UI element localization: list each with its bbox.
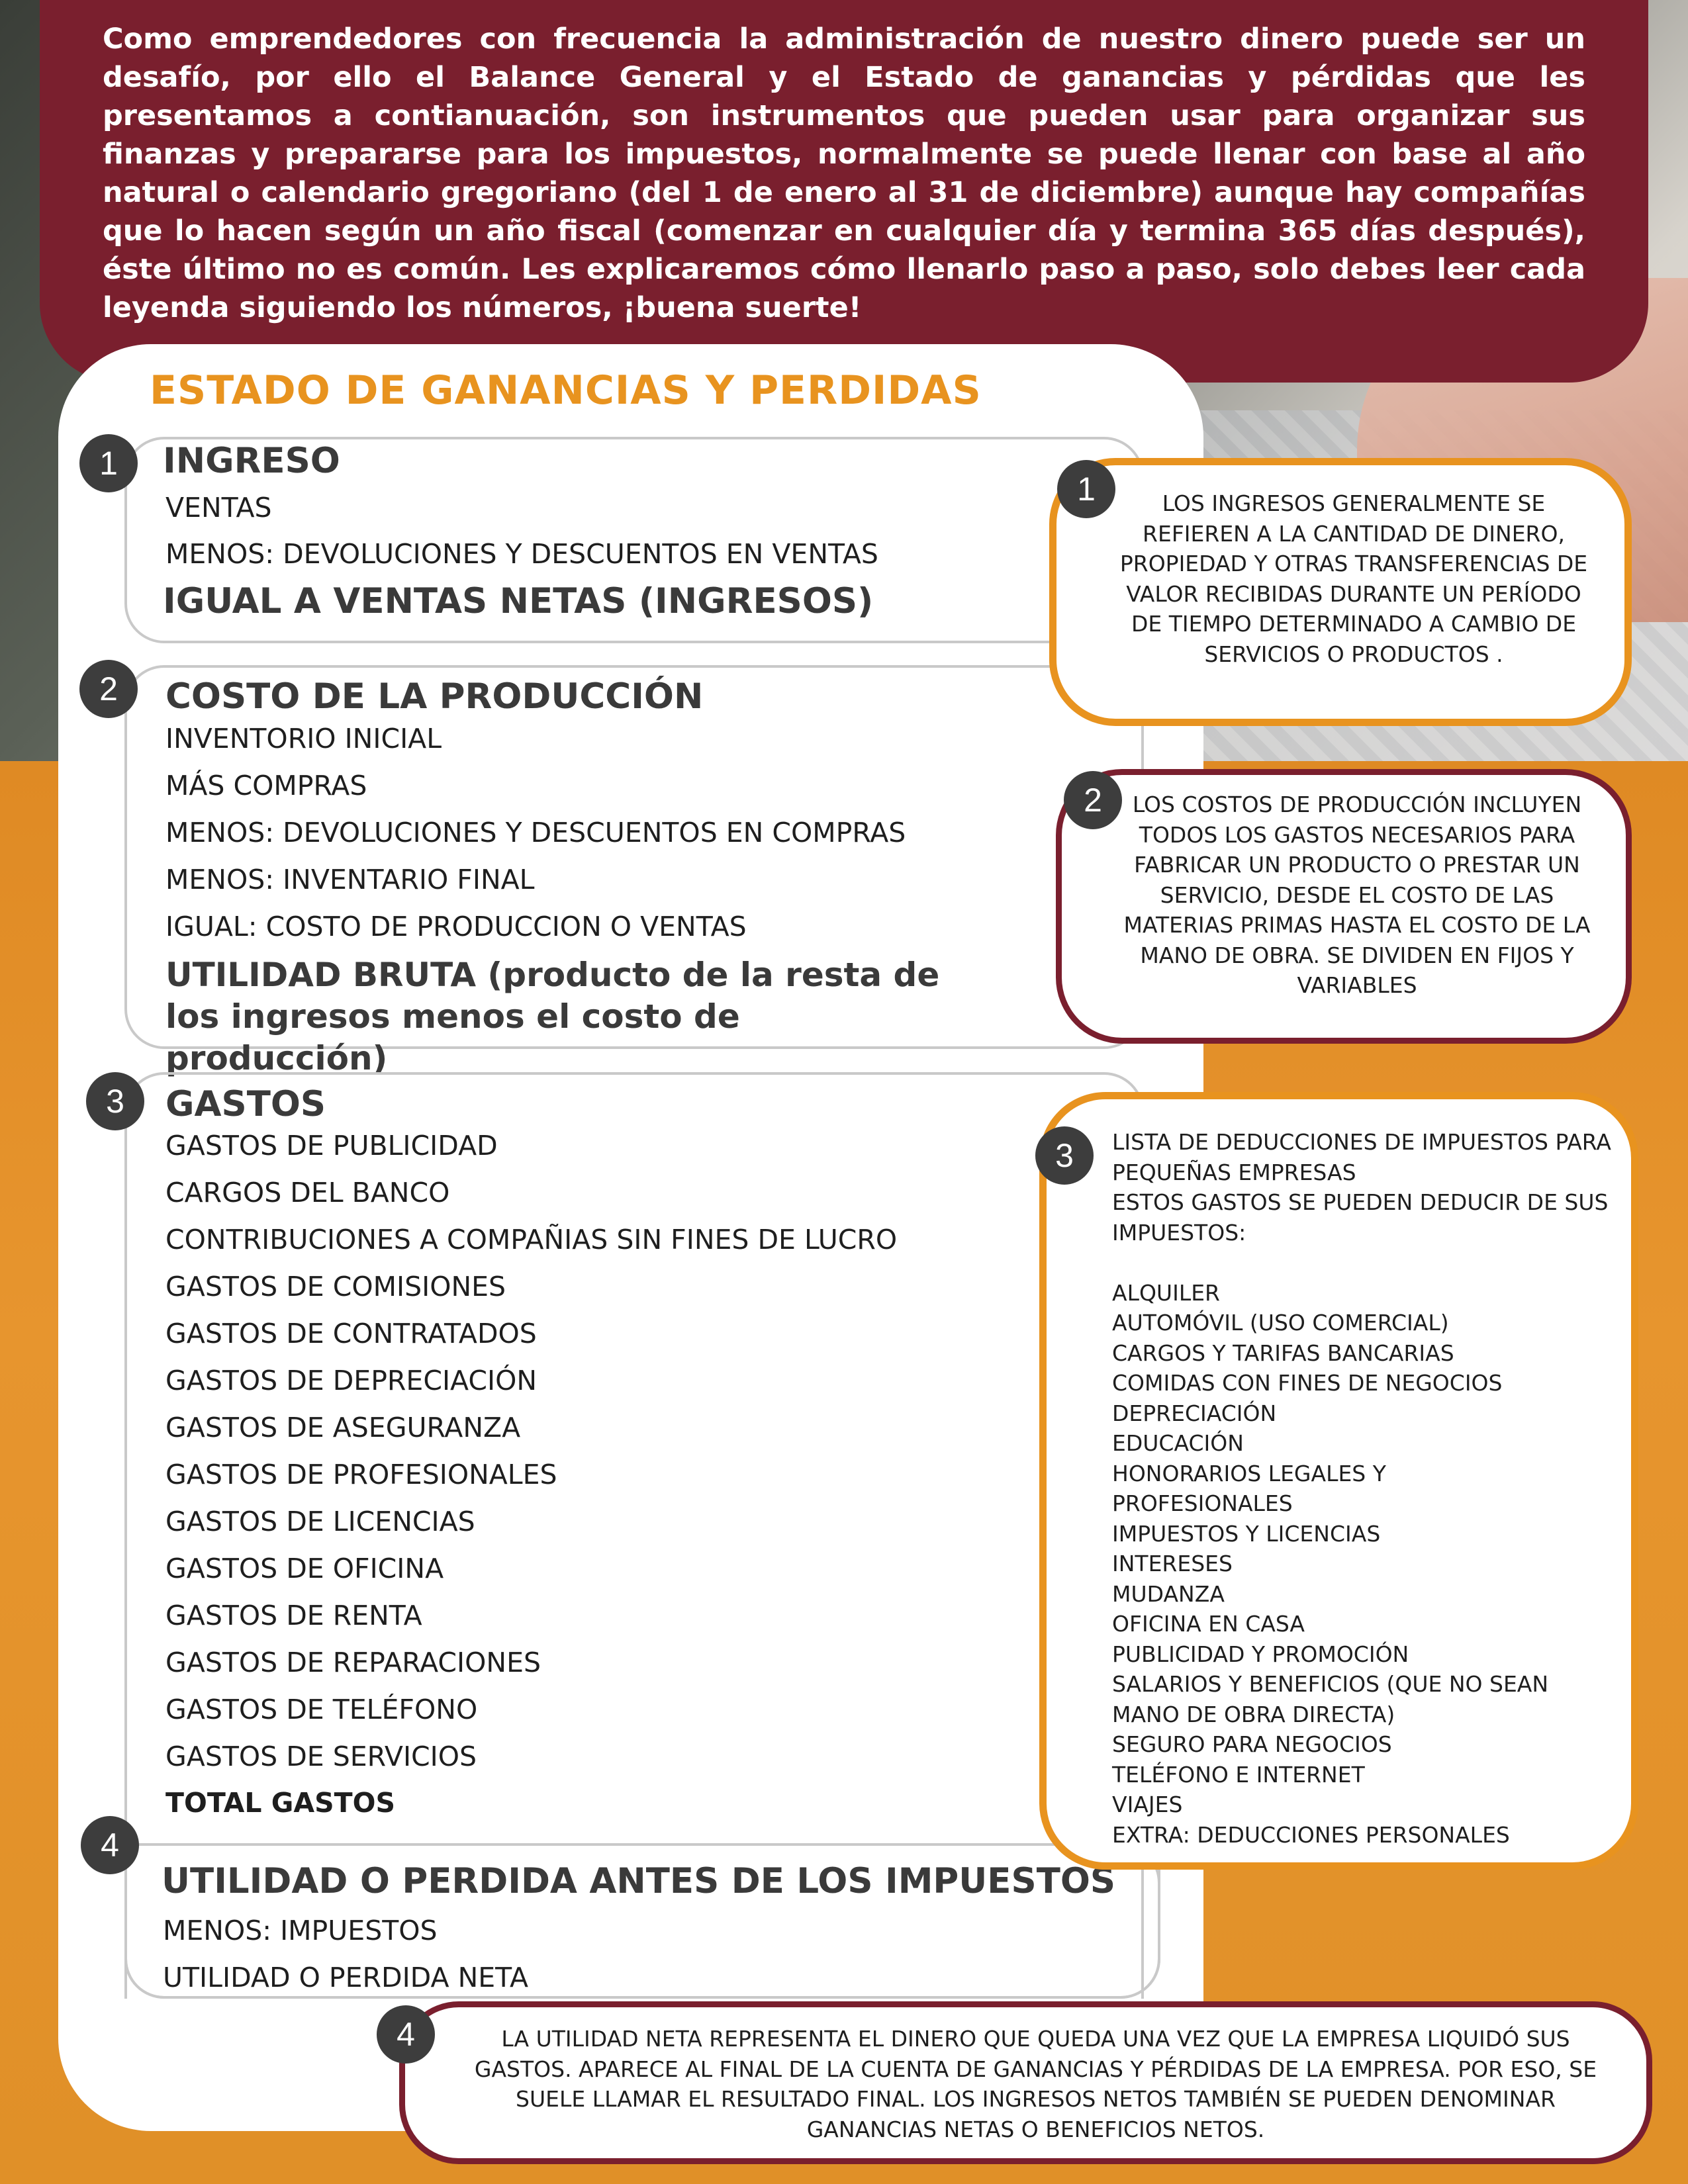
line-gasto: GASTOS DE SERVICIOS	[165, 1741, 477, 1772]
section-number-3: 3	[86, 1072, 144, 1130]
line-gasto: GASTOS DE COMISIONES	[165, 1271, 506, 1302]
note-number-1: 1	[1057, 460, 1115, 518]
page-title: ESTADO DE GANANCIAS Y PERDIDAS	[150, 367, 982, 414]
note-bubble-ingreso	[1049, 458, 1632, 726]
line-gasto: CONTRIBUCIONES A COMPAÑIAS SIN FINES DE LUCRO	[165, 1224, 898, 1255]
note-bubble-costo	[1056, 769, 1632, 1044]
line-gasto: GASTOS DE PUBLICIDAD	[165, 1130, 498, 1161]
line-inventario-inicial: INVENTORIO INICIAL	[165, 723, 442, 754]
intro-text: Como emprendedores con frecuencia la administración de nuestro dinero puede ser un desafío, por ello el Balance General y el Estado de ganancias y pérdidas que les presentamos a contianuación, son instrumentos que pueden usar para organizar sus finanzas y prepararse para los impuestos, normalmente se puede llenar con base al año natural o calendario gregoriano (del 1 de enero al 31 de diciembre) aunque hay compañías que lo hacen según un año fiscal (comenzar en cualquier día y termina 365 días después), éste último no es común. Les explicaremos cómo llenarlo paso a paso, solo debes leer cada leyenda siguiendo los números, ¡buena suerte!	[103, 23, 1585, 324]
line-gasto: GASTOS DE ASEGURANZA	[165, 1412, 521, 1443]
line-devoluciones-ventas: MENOS: DEVOLUCIONES Y DESCUENTOS EN VENTAS	[165, 538, 878, 570]
section-number-4: 4	[81, 1816, 139, 1874]
line-gasto: GASTOS DE REPARACIONES	[165, 1647, 541, 1678]
line-impuestos: MENOS: IMPUESTOS	[163, 1915, 438, 1946]
section-number-2: 2	[79, 660, 138, 718]
note-text-utilidad-neta: LA UTILIDAD NETA REPRESENTA EL DINERO QUE QUEDA UNA VEZ QUE LA EMPRESA LIQUIDÓ SUS GASTOS. APARECE AL FINAL DE LA CUENTA DE GANANCIAS Y PÉRDIDAS DE LA EMPRESA. POR ESO, SE SUELE LLAMAR EL RESULTADO FINAL. LOS INGRESOS NETOS TAMBIÉN SE PUEDEN DENOMINAR GANANCIAS NETAS O BENEFICIOS NETOS.	[474, 2026, 1597, 2142]
line-utilidad-neta: UTILIDAD O PERDIDA NETA	[163, 1962, 529, 1993]
note-number-2: 2	[1064, 771, 1122, 829]
line-inventario-final: MENOS: INVENTARIO FINAL	[165, 864, 535, 895]
line-gasto: GASTOS DE CONTRATADOS	[165, 1318, 537, 1349]
section-number-1: 1	[79, 434, 138, 492]
line-ventas: VENTAS	[165, 492, 272, 523]
line-costo-produccion-ventas: IGUAL: COSTO DE PRODUCCION O VENTAS	[165, 911, 747, 942]
line-gasto: CARGOS DEL BANCO	[165, 1177, 450, 1208]
note-bubble-utilidad-neta	[399, 2001, 1652, 2164]
line-gasto: GASTOS DE RENTA	[165, 1600, 422, 1631]
section-heading-utilidad-antes-impuestos: UTILIDAD O PERDIDA ANTES DE LOS IMPUESTOS	[162, 1861, 1116, 1901]
section-heading-costo-produccion: COSTO DE LA PRODUCCIÓN	[165, 676, 704, 717]
line-gasto: GASTOS DE OFICINA	[165, 1553, 444, 1584]
section-heading-gastos: GASTOS	[165, 1084, 326, 1124]
note-number-4: 4	[377, 2005, 435, 2064]
line-ventas-netas: IGUAL A VENTAS NETAS (INGRESOS)	[163, 581, 874, 621]
line-gasto: GASTOS DE PROFESIONALES	[165, 1459, 557, 1490]
note-text-deducciones: LISTA DE DEDUCCIONES DE IMPUESTOS PARA PEQUEÑAS EMPRESAS ESTOS GASTOS SE PUEDEN DEDUCIR DE SUS IMPUESTOS: ALQUILER AUTOMÓVIL (USO COMERCIAL) CARGOS Y TARIFAS BANCARIAS COMIDAS CON FINES DE NEGOCIOS DEPRECIACIÓN EDUCACIÓN HONORARIOS LEGALES Y PROFESIONALES IMPUESTOS Y LICENCIAS INTERESES MUDANZA OFICINA EN CASA PUBLICIDAD Y PROMOCIÓN SALARIOS Y BENEFICIOS (QUE NO SEAN MANO DE OBRA DIRECTA) SEGURO PARA NEGOCIOS TELÉFONO E INTERNET VIAJES EXTRA: DEDUCCIONES PERSONALES	[1112, 1129, 1611, 1848]
note-number-3: 3	[1035, 1126, 1094, 1185]
note-text-costo: LOS COSTOS DE PRODUCCIÓN INCLUYEN TODOS LOS GASTOS NECESARIOS PARA FABRICAR UN PRODUCTO O PRESTAR UN SERVICIO, DESDE EL COSTO DE LAS MATERIAS PRIMAS HASTA EL COSTO DE LA MANO DE OBRA. SE DIVIDEN EN FIJOS Y VARIABLES	[1123, 792, 1591, 998]
line-mas-compras: MÁS COMPRAS	[165, 770, 367, 801]
section-heading-ingreso: INGRESO	[163, 441, 340, 481]
note-text-ingreso: LOS INGRESOS GENERALMENTE SE REFIEREN A LA CANTIDAD DE DINERO, PROPIEDAD Y OTRAS TRANSFERENCIAS DE VALOR RECIBIDAS DURANTE UN PERÍODO DE TIEMPO DETERMINADO A CAMBIO DE SERVICIOS O PRODUCTOS .	[1119, 490, 1588, 667]
line-gasto: GASTOS DE DEPRECIACIÓN	[165, 1365, 538, 1396]
note-bubble-deducciones	[1039, 1092, 1638, 1870]
line-utilidad-bruta: UTILIDAD BRUTA (producto de la resta de los ingresos menos el costo de producción)	[165, 956, 940, 1077]
intro-banner	[40, 0, 1648, 383]
line-gasto: GASTOS DE TELÉFONO	[165, 1694, 478, 1725]
line-devoluciones-compras: MENOS: DEVOLUCIONES Y DESCUENTOS EN COMPRAS	[165, 817, 906, 848]
line-gasto: GASTOS DE LICENCIAS	[165, 1506, 475, 1537]
line-total-gastos: TOTAL GASTOS	[165, 1787, 395, 1819]
